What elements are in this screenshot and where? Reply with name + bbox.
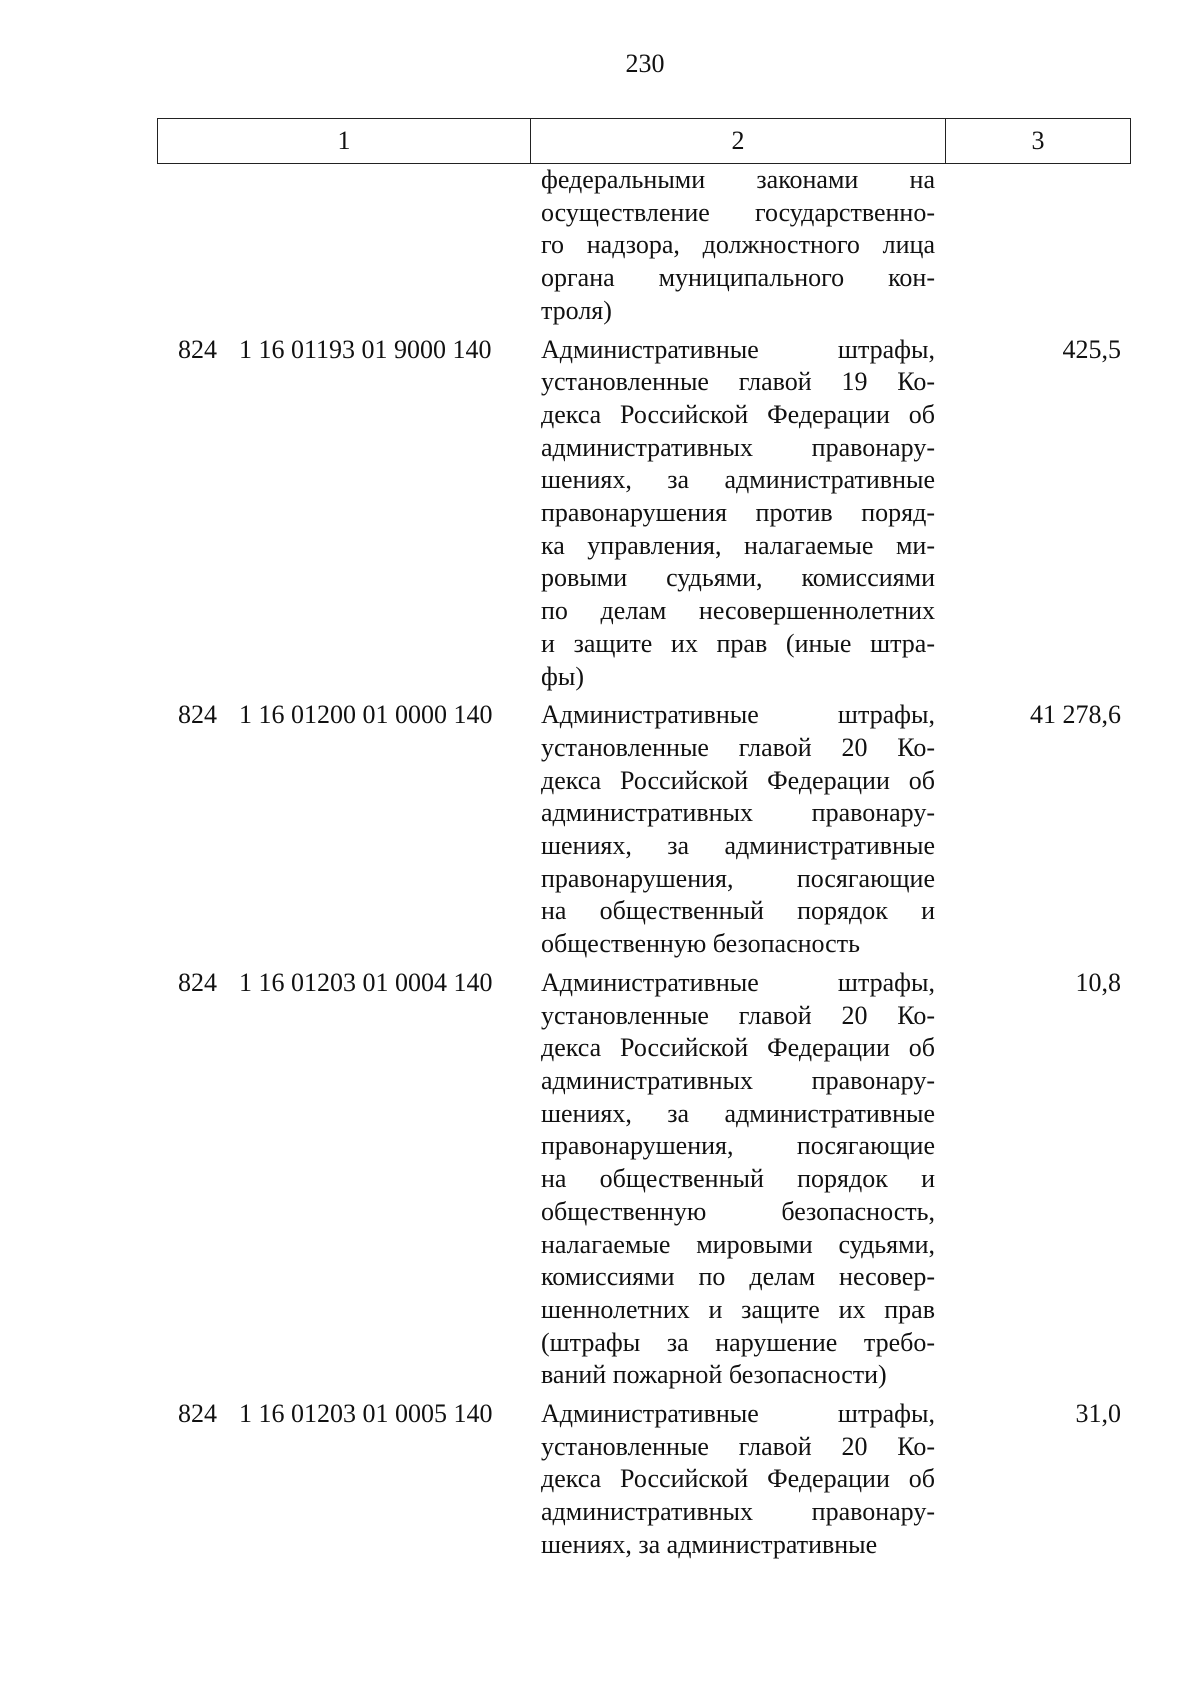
amount-cell: 41 278,6: [1030, 700, 1121, 730]
description-line: шеннолетних и защите их прав: [541, 1294, 935, 1324]
admin-code-cell: 824: [178, 700, 217, 730]
description-line: декса Российской Федерации об: [541, 399, 935, 429]
description-cell: [530, 699, 945, 961]
budget-code-cell: 1 16 01193 01 9000 140: [239, 334, 492, 364]
description-line: шениях, за административные: [541, 465, 935, 495]
description-line: общественную безопасность,: [541, 1196, 935, 1226]
description-line: правонарушения, посягающие: [541, 863, 935, 893]
admin-code-cell: 824: [178, 967, 217, 997]
description-cell: [530, 334, 945, 694]
budget-code-cell: 1 16 01203 01 0005 140: [239, 1399, 493, 1429]
description-line: на общественный порядок и: [541, 1164, 935, 1194]
amount-cell: 10,8: [1075, 967, 1121, 997]
description-line: го надзора, должностного лица: [541, 230, 935, 260]
description-line: установленные главой 20 Ко-: [541, 732, 935, 762]
table-header: [157, 118, 1131, 164]
description-line: шениях, за административные: [541, 1529, 878, 1559]
description-line: правонарушения против поряд-: [541, 498, 935, 528]
budget-code-cell: 1 16 01203 01 0004 140: [239, 967, 493, 997]
description-line: шениях, за административные: [541, 831, 935, 861]
description-line: троля): [541, 295, 612, 325]
description-line: и защите их прав (иные штра-: [541, 628, 935, 658]
description-line: на общественный порядок и: [541, 896, 935, 926]
description-line: установленные главой 20 Ко-: [541, 1000, 935, 1030]
table-rows: [157, 334, 1131, 1562]
page-number: 230: [625, 49, 665, 78]
description-line: ровыми судьями, комиссиями: [541, 563, 935, 593]
description-line: Административные штрафы,: [541, 334, 935, 364]
description-line: фы): [541, 661, 584, 691]
description-line: осуществление государственно-: [541, 197, 935, 227]
description-line: ка управления, налагаемые ми-: [541, 530, 935, 560]
header-cell-2: 2: [531, 119, 946, 163]
description-line: установленные главой 20 Ко-: [541, 1431, 935, 1461]
description-line: установленные главой 19 Ко-: [541, 367, 935, 397]
description-line: налагаемые мировыми судьями,: [541, 1229, 935, 1259]
description-line: административных правонару-: [541, 798, 935, 828]
table-row: [157, 334, 1131, 694]
table-row: [157, 699, 1131, 961]
description-line: административных правонару-: [541, 1065, 935, 1095]
description-line: декса Российской Федерации об: [541, 1464, 935, 1494]
description-line: по делам несовершеннолетних: [541, 596, 935, 626]
description-line: Административные штрафы,: [541, 967, 935, 997]
description-line: ваний пожарной безопасности): [541, 1360, 887, 1390]
table-body: [157, 164, 1131, 1562]
admin-code-cell: 824: [178, 1399, 217, 1429]
description-cell: [530, 967, 945, 1392]
table-row-continuation: [157, 164, 1131, 328]
description-line: шениях, за административные: [541, 1098, 935, 1128]
description-line: правонарушения, посягающие: [541, 1131, 935, 1161]
table-row: [157, 1398, 1131, 1562]
description-cell: [530, 1398, 945, 1562]
header-cell-1: 1: [158, 119, 531, 163]
description-line: общественную безопасность: [541, 929, 860, 959]
amount-cell: 425,5: [1062, 334, 1121, 364]
header-cell-3: 3: [1031, 126, 1045, 155]
description-line: (штрафы за нарушение требо-: [541, 1327, 935, 1357]
description-line: Административные штрафы,: [541, 700, 935, 730]
description-line: административных правонару-: [541, 432, 935, 462]
description-line: административных правонару-: [541, 1497, 935, 1527]
budget-code-cell: 1 16 01200 01 0000 140: [239, 700, 493, 730]
table-row: [157, 967, 1131, 1392]
description-line: Административные штрафы,: [541, 1399, 935, 1429]
amount-cell: 31,0: [1075, 1399, 1121, 1429]
description-line: федеральными законами на: [541, 165, 935, 194]
description-line: органа муниципального кон-: [541, 263, 935, 293]
description-line: декса Российской Федерации об: [541, 765, 935, 795]
description-line: декса Российской Федерации об: [541, 1033, 935, 1063]
description-cell: [530, 164, 945, 328]
description-line: комиссиями по делам несовер-: [541, 1262, 935, 1292]
admin-code-cell: 824: [178, 334, 217, 364]
